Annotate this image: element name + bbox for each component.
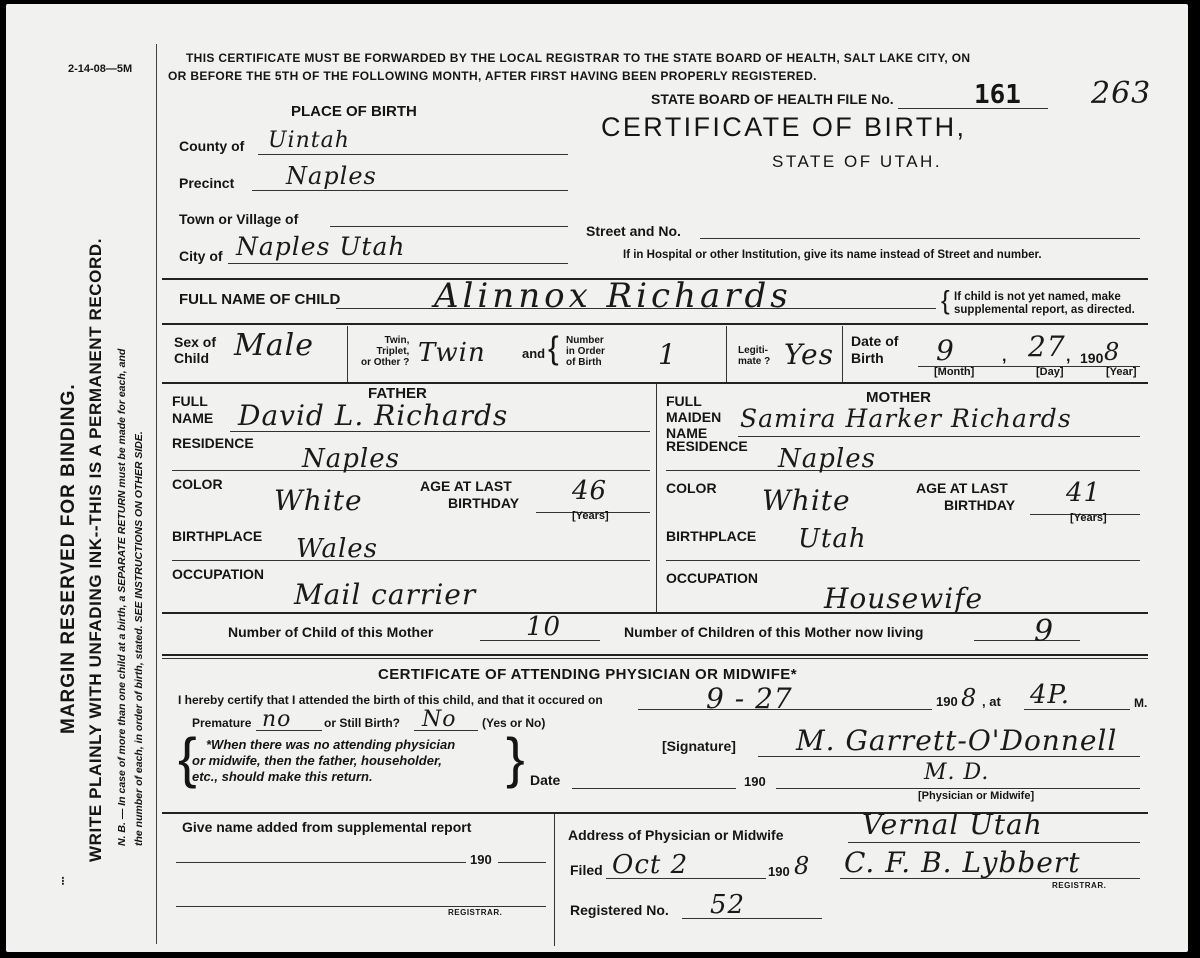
time-value: 4P. [1030, 680, 1071, 710]
margin-ink-text: WRITE PLAINLY WITH UNFADING INK--THIS IS A PERMANENT RECORD. [86, 237, 105, 862]
note-brace-left: { [178, 726, 197, 789]
order-value: 1 [658, 338, 677, 371]
birth-month: 9 [936, 334, 955, 367]
street-line [700, 238, 1140, 239]
county-label: County of [179, 138, 245, 154]
father-residence-line [172, 470, 650, 471]
town-line [330, 226, 568, 227]
note-brace-right: } [506, 726, 525, 789]
attendant-note-line3: etc., should make this return. [192, 769, 373, 784]
date-comma-1: , [1002, 348, 1007, 365]
legit-label-2: mate ? [738, 356, 771, 367]
registrar-signature: C. F. B. Lybbert [844, 846, 1081, 879]
father-occupation-value: Mail carrier [294, 578, 477, 611]
physician-date-line [572, 788, 736, 789]
file-no-handwritten: 263 [1091, 76, 1152, 111]
legit-value: Yes [784, 338, 834, 371]
registrar-label: REGISTRAR. [1052, 881, 1107, 890]
rule-above-physician-2 [162, 658, 1148, 659]
date-of-birth-label [851, 333, 898, 367]
sep-sex [347, 326, 348, 382]
filed-year-hw: 8 [794, 852, 811, 880]
birth-day: 27 [1028, 330, 1066, 363]
precinct-value: Naples [286, 162, 377, 190]
legit-label-1: Legiti- [738, 345, 768, 356]
mother-name-label-text: NAME [666, 425, 708, 441]
attendant-note [192, 737, 455, 785]
twin-label-2: Triplet, [376, 346, 410, 357]
stillbirth-value: No [422, 707, 457, 732]
occurred-date-value: 9 - 27 [706, 682, 793, 715]
city-line [228, 263, 568, 264]
sex-label [174, 334, 216, 366]
order-label-1: Number [566, 335, 604, 346]
file-no-line [898, 108, 1048, 109]
physician-date-year: 190 [744, 774, 766, 789]
margin-nb-line1: N. B. — In case of more than one child at a birth, a SEPARATE RETURN must be made for each, and [116, 348, 128, 846]
mother-heading: MOTHER [866, 389, 931, 406]
father-birthplace-label: BIRTHPLACE [172, 528, 263, 544]
address-line [848, 842, 1140, 843]
children-number-label: Number of Child of this Mother [228, 624, 434, 640]
order-brace: { [548, 330, 559, 366]
twin-label-3: or Other ? [361, 357, 410, 368]
physician-heading: CERTIFICATE OF ATTENDING PHYSICIAN OR MIDWIFE* [378, 666, 797, 683]
filed-year-printed: 190 [768, 864, 790, 879]
twin-value: Twin [418, 338, 486, 368]
header-notice-line1: THIS CERTIFICATE MUST BE FORWARDED BY THE LOCAL REGISTRAR TO THE STATE BOARD OF HEALTH, SALT LAKE CITY, ON [186, 51, 971, 65]
order-label [566, 335, 605, 368]
mother-name-label [666, 393, 721, 441]
header-notice-line2: OR BEFORE THE 5TH OF THE FOLLOWING MONTH, AFTER FIRST HAVING BEEN PROPERLY REGISTERED. [168, 69, 817, 83]
twin-label [361, 335, 409, 368]
supplemental-line [176, 862, 466, 863]
mother-occupation-value: Housewife [824, 582, 984, 615]
physician-midwife-label: [Physician or Midwife] [918, 790, 1035, 802]
filed-date: Oct 2 [612, 850, 689, 880]
street-label: Street and No. [586, 223, 681, 239]
occurred-year-hw: 8 [961, 684, 978, 712]
date-comma-2: , [1066, 348, 1071, 365]
name-note [954, 291, 1135, 317]
certify-text: I hereby certify that I attended the birth of this child, and that it occured on [178, 693, 603, 707]
m-label: M. [1134, 696, 1148, 710]
attendant-note-line2: or midwife, then the father, householder, [192, 753, 442, 768]
year-label: [Year] [1106, 366, 1137, 378]
address-label: Address of Physician or Midwife [568, 827, 784, 843]
child-name-label: FULL NAME OF CHILD [179, 291, 341, 308]
mother-years-label: [Years] [1070, 512, 1107, 524]
physician-date-year-line [776, 788, 916, 789]
parents-divider [656, 384, 657, 612]
supplemental-year-line [498, 862, 546, 863]
supplemental-year: 190 [470, 852, 492, 867]
rule-above-child-row [162, 323, 1148, 325]
certificate-title: CERTIFICATE OF BIRTH, [601, 112, 967, 142]
father-age-value: 46 [572, 476, 608, 506]
birth-year-printed: 190 [1080, 350, 1104, 366]
address-value: Vernal Utah [862, 808, 1043, 841]
margin-mark: ⁝ [61, 874, 65, 888]
attendant-note-line1: *When there was no attending physician [206, 737, 456, 752]
child-name-value: Alinnox Richards [434, 276, 792, 316]
margin-reserved-text: MARGIN RESERVED FOR BINDING. [58, 383, 79, 734]
supplemental-label: Give name added from supplemental report [182, 819, 472, 835]
father-birthplace-value: Wales [296, 534, 379, 564]
filed-label: Filed [570, 862, 603, 878]
father-residence-value: Naples [302, 444, 400, 474]
registered-label: Registered No. [570, 902, 669, 918]
father-name-label [172, 393, 213, 427]
birth-certificate-form [6, 4, 1188, 952]
rule-above-physician [162, 654, 1148, 656]
children-living-line [974, 640, 1080, 641]
signature-label: [Signature] [662, 738, 736, 754]
county-value: Uintah [268, 128, 350, 153]
mother-age-label-2: BIRTHDAY [944, 497, 1016, 513]
rule-above-counts [162, 612, 1148, 614]
physician-date-label: Date [530, 772, 561, 788]
supplemental-registrar-label: REGISTRAR. [448, 908, 503, 917]
mother-birthplace-label: BIRTHPLACE [666, 528, 757, 544]
sex-label-1: Sex of [174, 334, 217, 350]
margin-nb-line2: the number of each, in order of birth, stated. SEE INSTRUCTIONS ON OTHER SIDE. [133, 431, 145, 846]
children-living-label: Number of Children of this Mother now living [624, 624, 924, 640]
premature-label: Premature [192, 716, 252, 730]
children-number-value: 10 [526, 612, 562, 642]
mother-age-value: 41 [1066, 478, 1102, 508]
mother-occupation-label: OCCUPATION [666, 570, 759, 586]
name-note-line1: If child is not yet named, make [954, 291, 1121, 303]
premature-value: no [262, 707, 292, 732]
city-label: City of [179, 248, 223, 264]
precinct-label: Precinct [179, 175, 235, 191]
mother-age-label-1: AGE AT LAST [916, 480, 1008, 496]
city-value: Naples Utah [236, 232, 406, 261]
father-residence-label: RESIDENCE [172, 435, 254, 451]
birth-year-hw: 8 [1104, 338, 1121, 366]
certificate-subtitle: STATE OF UTAH. [772, 152, 943, 171]
name-note-line2: supplemental report, as directed. [954, 304, 1135, 316]
registered-line [682, 918, 822, 919]
date-of-birth-label-2: Birth [851, 350, 884, 366]
children-living-value: 9 [1034, 614, 1055, 649]
name-note-brace: { [941, 285, 950, 315]
mother-birthplace-value: Utah [798, 524, 867, 554]
mother-full-label: FULL [666, 393, 702, 409]
father-birthplace-line [172, 560, 650, 561]
sep-legit [842, 326, 843, 382]
sep-order [726, 326, 727, 382]
father-occupation-label: OCCUPATION [172, 566, 265, 582]
day-label: [Day] [1036, 366, 1064, 378]
supplemental-registrar-line [176, 906, 546, 907]
file-no-printed: 161 [974, 80, 1021, 110]
father-full-label: FULL [172, 393, 208, 409]
father-color-label: COLOR [172, 476, 223, 492]
county-line [258, 154, 568, 155]
mother-age-label [916, 480, 1015, 514]
at-label: , at [982, 694, 1001, 709]
and-label: and [522, 346, 546, 361]
legit-label [738, 345, 770, 367]
rule-above-parents [162, 382, 1148, 384]
father-heading: FATHER [368, 385, 427, 402]
town-label: Town or Village of [179, 211, 299, 227]
date-of-birth-label-1: Date of [851, 333, 899, 349]
mother-name-value: Samira Harker Richards [740, 404, 1072, 433]
place-of-birth-heading: PLACE OF BIRTH [291, 103, 417, 120]
yes-no-label: (Yes or No) [482, 716, 546, 730]
physician-midwife-line [916, 788, 1140, 789]
precinct-line [252, 190, 568, 191]
order-label-3: of Birth [566, 357, 602, 368]
father-age-label-1: AGE AT LAST [420, 478, 512, 494]
twin-label-1: Twin, [384, 335, 410, 346]
father-years-label: [Years] [572, 510, 609, 522]
occurred-year-printed: 190 [936, 694, 958, 709]
margin-rule [156, 44, 157, 944]
mother-residence-label: RESIDENCE [666, 438, 748, 454]
sex-value: Male [234, 328, 314, 363]
hospital-note: If in Hospital or other Institution, give its name instead of Street and number. [623, 249, 1042, 261]
mother-maiden-label: MAIDEN [666, 409, 722, 425]
mother-name-line [738, 436, 1140, 437]
mother-color-value: White [762, 484, 851, 517]
stillbirth-label: or Still Birth? [324, 716, 400, 730]
month-label: [Month] [934, 366, 975, 378]
sex-label-2: Child [174, 350, 209, 366]
mother-residence-value: Naples [778, 444, 876, 474]
father-age-label [420, 478, 519, 512]
father-age-label-2: BIRTHDAY [448, 495, 520, 511]
file-no-label: STATE BOARD OF HEALTH FILE No. [651, 91, 894, 107]
signature-value: M. Garrett-O'Donnell [796, 724, 1118, 757]
mother-birthplace-line [666, 560, 1140, 561]
bottom-divider [554, 814, 555, 946]
father-name-value: David L. Richards [238, 399, 509, 432]
father-color-value: White [274, 484, 363, 517]
order-label-2: in Order [566, 346, 605, 357]
mother-residence-line [666, 470, 1140, 471]
mother-color-label: COLOR [666, 480, 717, 496]
form-code: 2-14-08—5M [68, 63, 133, 75]
father-name-label-text: NAME [172, 410, 214, 426]
registered-no: 52 [710, 890, 746, 920]
signature-suffix: M. D. [924, 760, 990, 785]
